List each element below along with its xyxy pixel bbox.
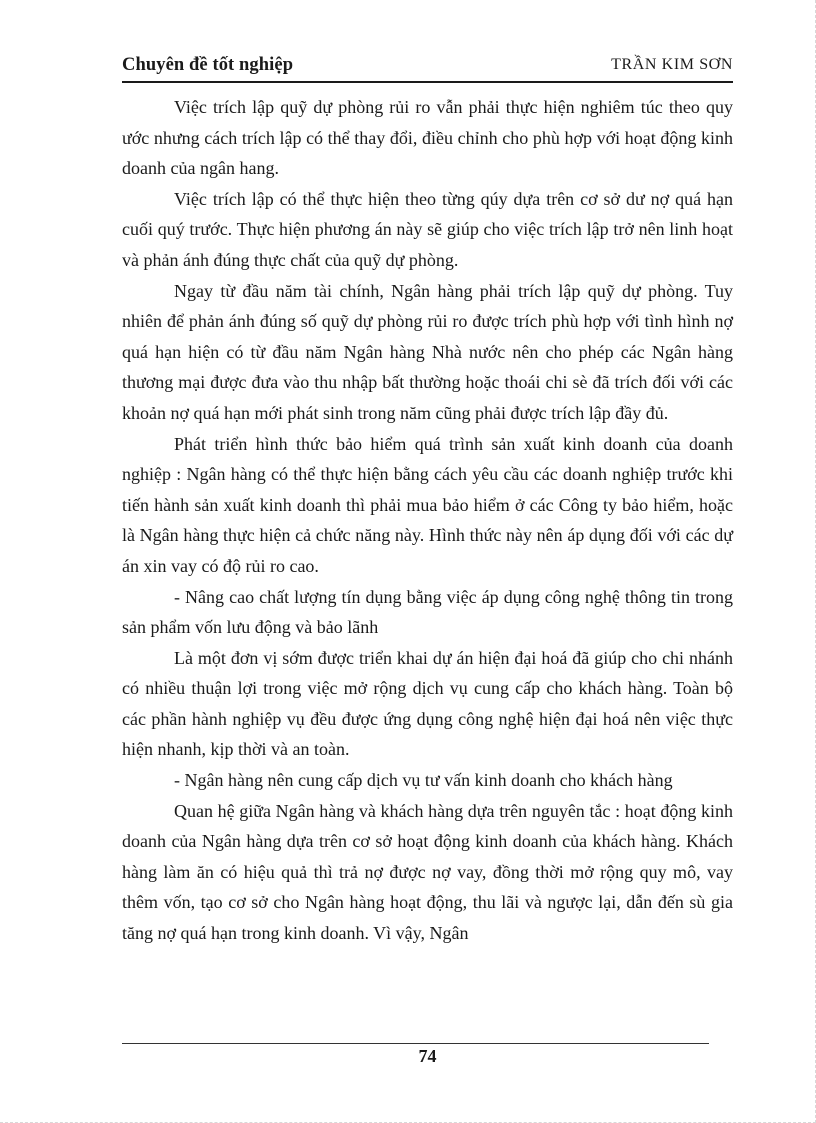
- bullet-paragraph: - Ngân hàng nên cung cấp dịch vụ tư vấn kinh doanh cho khách hàng: [174, 770, 673, 791]
- paragraph: Việc trích lập có thể thực hiện theo từng qúy dựa trên cơ sở dư nợ quá hạn cuối quý trước. Thực hiện phương án này sẽ giúp cho việc trích lập trở nên linh hoạt và phản ánh đúng thực chất của quỹ dự phòng.: [122, 188, 733, 270]
- paragraph: Quan hệ giữa Ngân hàng và khách hàng dựa trên nguyên tắc : hoạt động kinh doanh của Ngân hàng dựa trên cơ sở hoạt động kinh doanh của khách hàng. Khách hàng làm ăn có hiệu quả thì trả nợ được nợ vay, đồng thời mở rộng quy mô, vay thêm vốn, tạo cơ sở cho Ngân hàng hoạt động, thu lãi và ngược lại, dẫn đến sù gia tăng nợ quá hạn trong kinh doanh. Vì vậy, Ngân: [122, 800, 733, 944]
- paragraph: Ngay từ đầu năm tài chính, Ngân hàng phải trích lập quỹ dự phòng. Tuy nhiên để phản ánh đúng số quỹ dự phòng rủi ro được trích phù hợp với tình hình nợ quá hạn hiện có từ đầu năm Ngân hàng Nhà nước nên cho phép các Ngân hàng thương mại được đưa vào thu nhập bất thường hoặc thoái chi sè đã trích đối với các khoản nợ quá hạn mới phát sinh trong năm cũng phải được trích lập đầy đủ.: [122, 280, 733, 423]
- page-header: [122, 55, 733, 83]
- paragraph: Việc trích lập quỹ dự phòng rủi ro vẫn phải thực hiện nghiêm túc theo quy ước nhưng cách trích lập có thể thay đổi, điều chỉnh cho phù hợp với hoạt động kinh doanh của ngân hang.: [122, 97, 733, 179]
- paragraph: Là một đơn vị sớm được triển khai dự án hiện đại hoá đã giúp cho chi nhánh có nhiều thuận lợi trong việc mở rộng dịch vụ cung cấp cho khách hàng. Toàn bộ các phần hành nghiệp vụ đều được ứng dụng công nghệ hiện đại hoá nên việc thực hiện nhanh, kịp thời và an toàn.: [122, 647, 733, 760]
- page-number: 74: [418, 1046, 437, 1066]
- body-text: [122, 92, 733, 949]
- footer-rule: [122, 1043, 709, 1044]
- document-title: Chuyên đề tốt nghiệp: [122, 55, 294, 75]
- author-name: TRẦN KIM SƠN: [611, 56, 733, 73]
- paragraph: Phát triển hình thức bảo hiểm quá trình sản xuất kinh doanh của doanh nghiệp : Ngân hàng có thể thực hiện bằng cách yêu cầu các doanh nghiệp trước khi tiến hành sản xuất kinh doanh thì phải mua bảo hiểm ở các Công ty bảo hiểm, hoặc là Ngân hàng thực hiện cả chức năng này. Hình thức này nên áp dụng đối với các dự án xin vay có độ rủi ro cao.: [122, 433, 733, 576]
- bullet-paragraph: - Nâng cao chất lượng tín dụng bằng việc áp dụng công nghệ thông tin trong sản phẩm vốn lưu động và bảo lãnh: [122, 586, 733, 638]
